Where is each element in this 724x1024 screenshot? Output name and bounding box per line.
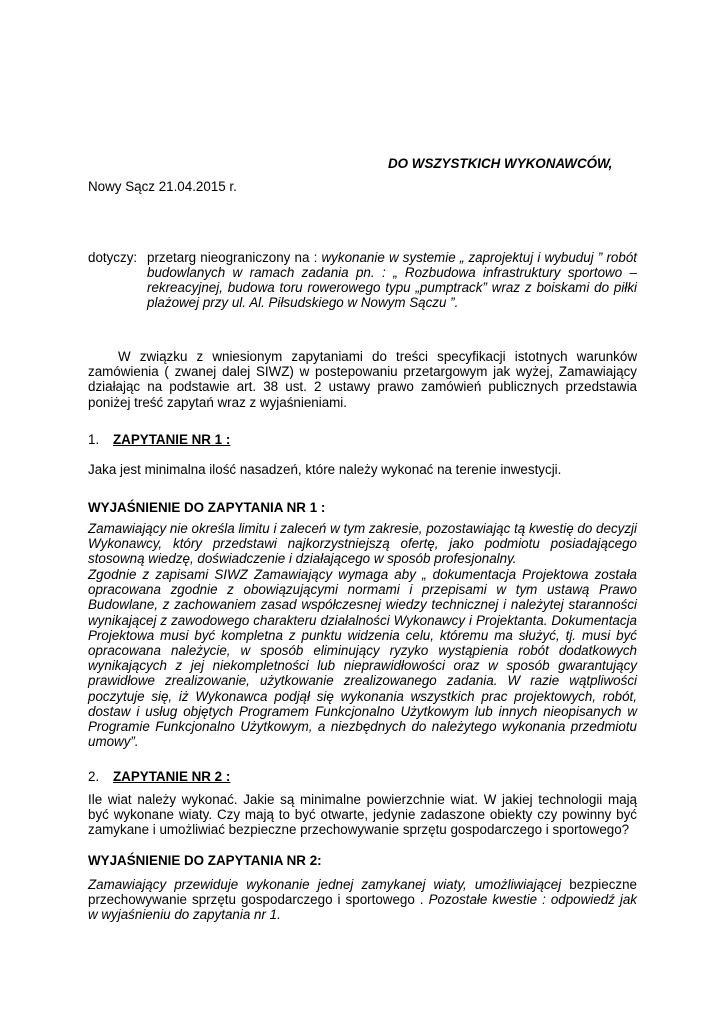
answer-1-heading: WYJAŚNIENIE DO ZAPYTANIA NR 1 : <box>88 500 326 515</box>
intro-paragraph: W związku z wniesionym zapytaniami do treści specyfikacji istotnych warunków zamówienia ( zwanej dalej SIWZ) w postepowaniu przetargowym jak wyżej, Zamawiający działając na podstawie art. 38 ust. 2 ustawy prawo zamówień publicznych przedstawia poniżej treść zapytań wraz z wyjaśnieniami. <box>88 349 637 410</box>
recipients-heading: DO WSZYSTKICH WYKONAWCÓW, <box>388 156 613 171</box>
answer-2-italic-part: Zamawiający przewiduje wykonanie jednej zamykanej wiaty, umożliwiającej <box>88 877 562 892</box>
subject-title-start: wykonanie w systemie „ zaprojektuj i wybuduj ” robót <box>321 250 637 265</box>
answer-2-italic-part-2: Pozostałe kwestie : odpowiedź jak w wyjaśnieniu do zapytania nr 1. <box>88 892 637 923</box>
answer-2-heading: WYJAŚNIENIE DO ZAPYTANIA NR 2: <box>88 853 322 868</box>
answer-1-paragraph-2: Zgodnie z zapisami SIWZ Zamawiający wymaga aby „ dokumentacja Projektowa została opracowana zgodnie z obowiązującymi normami i przepisami w tym ustawą Prawo Budowlane, z zachowaniem zasad współczesnej wiedzy technicznej i należytej staranności wynikającej z zawodowego charakteru działalności Wykonawcy i Projektanta. Dokumentacja Projektowa musi być kompletna z punktu widzenia celu, któremu ma służyć, tj. musi być opracowana należycie, w sposób eliminujący ryzyko wystąpienia robót dodatkowych wynikających z jej niekompletności lub nieprawidłowości oraz w sposób gwarantujący prawidłowe zrealizowanie, użytkowanie zrealizowanego zadania. W razie wątpliwości poczytuje się, iż Wykonawca podjął się wykonania wszystkich prac projektowych, robót, dostaw i usług objętych Programem Funkcjonalno Użytkowym lub innych nieopisanych w Programie Funkcjonalno Użytkowym, a niezbędnych do należytego wykonania przedmiotu umowy”. <box>88 567 637 750</box>
subject-first-line <box>147 250 637 265</box>
question-1-number: 1. <box>88 432 100 447</box>
place-date: Nowy Sącz 21.04.2015 r. <box>88 179 237 194</box>
subject-intro: przetarg nieograniczony na : <box>147 250 322 265</box>
question-2-text: Ile wiat należy wykonać. Jakie są minimalne powierzchnie wiat. W jakiej technologii mają być wykonane wiaty. Czy mają to być otwarte, jedynie zadaszone obiekty czy powinny być zamykane i umożliwiać bezpieczne przechowywanie sprzętu gospodarczego i sportowego? <box>88 792 637 838</box>
question-1-heading: ZAPYTANIE NR 1 : <box>113 432 231 447</box>
question-1-text: Jaka jest minimalna ilość nasadzeń, które należy wykonać na terenie inwestycji. <box>88 462 562 477</box>
answer-1-paragraph-1: Zamawiający nie określa limitu i zaleceń w tym zakresie, pozostawiając tą kwestię do decyzji Wykonawcy, który przedstawi najkorzystniejszą ofertę, jako podmiotu posiadającego stosowną wiedzę, doświadczenie i działającego w sposób profesjonalny. <box>88 521 637 567</box>
question-2-heading: ZAPYTANIE NR 2 : <box>113 769 231 784</box>
answer-2-normal-part: bezpieczne przechowywanie sprzętu gospodarczego i sportowego . <box>88 877 638 908</box>
subject-title-rest: budowlanych w ramach zadania pn. : „ Rozbudowa infrastruktury sportowo – rekreacyjnej, budowa toru rowerowego typu „pumptrack” wraz z boiskami do piłki plażowej przy ul. Al. Piłsudskiego w Nowym Sączu ”. <box>147 265 637 311</box>
subject-label: dotyczy: <box>88 250 138 265</box>
question-2-number: 2. <box>88 769 100 784</box>
answer-2-paragraph <box>88 877 637 923</box>
